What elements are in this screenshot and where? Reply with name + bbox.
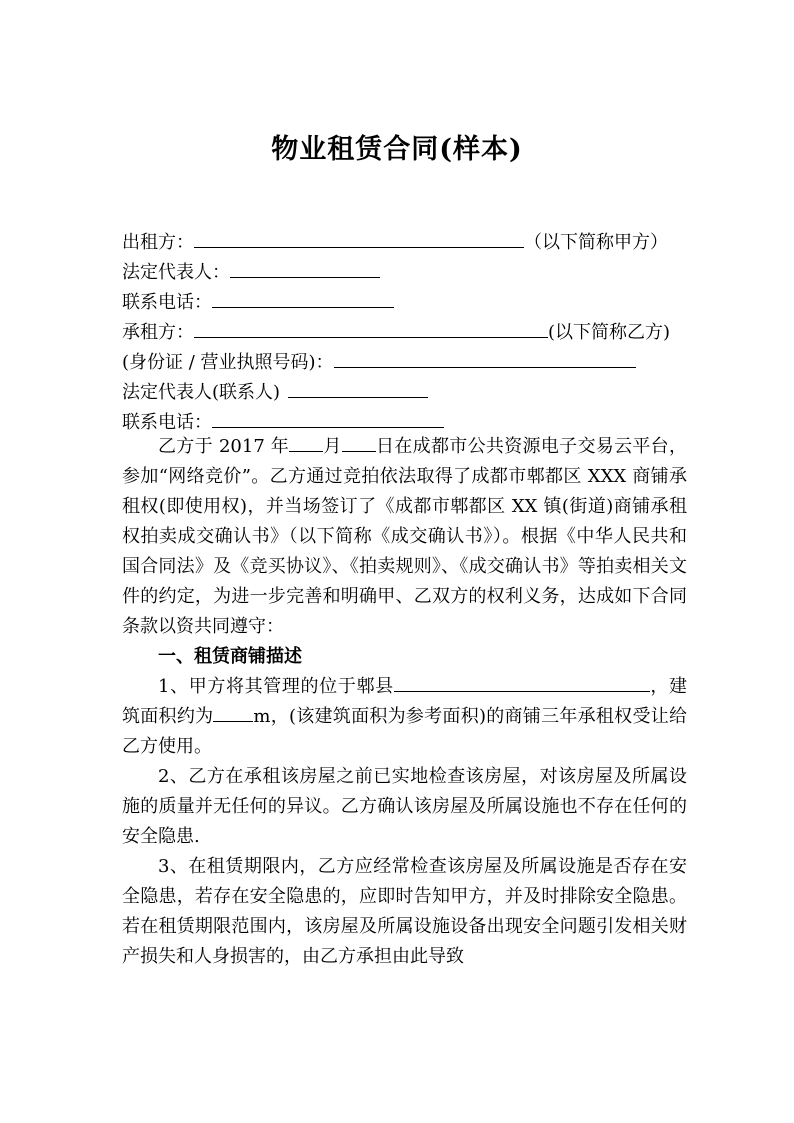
intro-paragraph: 乙方于 2017 年 月 日在成都市公共资源电子交易云平台，参加“网络竞价”。乙方通过竞拍依法取得了成都市郫都区 XXX 商铺承租权(即使用权)，并当场签订了《成都市郫都区 XX 镇(街道)商铺承租权拍卖成交确认书》（以下简称《成交确认书》）。根据《中华人民共和国合同法》及《竞买协议》、《拍卖规则》、《成交确认书》等拍卖相关文件的约定，为进一步完善和明确甲、乙双方的权利义务，达成如下合同条款以资共同遵守： (122, 436, 687, 637)
lessor-label: 出租方： (122, 232, 194, 253)
lessee-line (122, 319, 670, 345)
lessor-line (122, 229, 668, 255)
clause-1: 1、甲方将其管理的位于郫县 ，建筑面积约为 m，(该建筑面积为参考面积)的商铺三年承租权受让给乙方使用。 (122, 676, 688, 757)
id-line (122, 349, 636, 375)
phone-label: 联系电话： (122, 292, 212, 313)
lessor-blank[interactable] (194, 229, 524, 248)
phone-blank[interactable] (212, 289, 394, 308)
legal-rep-label: 法定代表人： (122, 262, 230, 283)
month-blank[interactable] (289, 435, 323, 452)
area-blank[interactable] (213, 705, 253, 722)
phone-label-2: 联系电话： (122, 412, 212, 433)
lessor-suffix: （以下简称甲方） (524, 232, 668, 253)
document-title: 物业租赁合同(样本) (271, 134, 523, 165)
clause-2: 2、乙方在承租该房屋之前已实地检查该房屋，对该房屋及所属设施的质量并无任何的异议。乙方确认该房屋及所属设施也不存在任何的安全隐患. (122, 766, 687, 847)
lessee-suffix: (以下简称乙方) (548, 322, 671, 343)
legal-rep-line (122, 259, 380, 285)
legal-rep-contact-blank[interactable] (288, 379, 428, 398)
contract-body (122, 432, 687, 972)
id-label: (身份证 / 营业执照号码)： (122, 352, 334, 373)
day-blank[interactable] (342, 435, 376, 452)
location-blank[interactable] (394, 675, 650, 692)
id-blank[interactable] (334, 349, 636, 368)
section-heading: 一、租赁商铺描述 (158, 646, 302, 667)
phone-blank-2[interactable] (212, 409, 444, 428)
lessee-label: 承租方： (122, 322, 194, 343)
lessee-blank[interactable] (194, 319, 548, 338)
legal-rep-blank[interactable] (230, 259, 380, 278)
legal-rep-contact-label: 法定代表人(联系人) (122, 382, 281, 403)
legal-rep-contact-line (122, 379, 428, 405)
phone-line (122, 289, 394, 315)
clause-3: 3、在租赁期限内，乙方应经常检查该房屋及所属设施是否存在安全隐患，若存在安全隐患的，应即时告知甲方，并及时排除安全隐患。若在租赁期限范围内，该房屋及所属设施设备出现安全问题引发相关财产损失和人身损害的，由乙方承担由此导致 (122, 856, 687, 967)
